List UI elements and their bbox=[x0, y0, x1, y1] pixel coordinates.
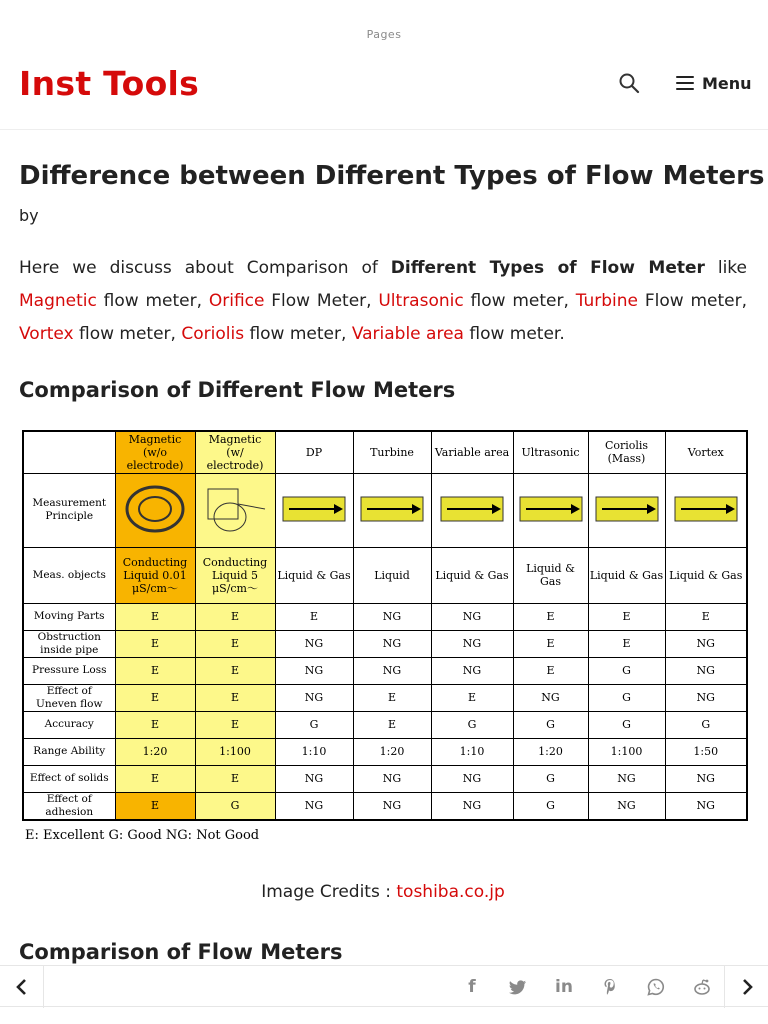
table-cell: NG bbox=[665, 765, 747, 792]
table-cell: NG bbox=[665, 684, 747, 711]
next-post-button[interactable] bbox=[724, 966, 768, 1008]
table-cell: 1:50 bbox=[665, 738, 747, 765]
table-cell: NG bbox=[588, 765, 665, 792]
principle-diagram bbox=[353, 473, 431, 547]
table-row-label: Obstruction inside pipe bbox=[23, 630, 115, 657]
table-cell: E bbox=[115, 630, 195, 657]
table-row bbox=[23, 711, 747, 738]
image-credits: Image Credits : toshiba.co.jp bbox=[261, 882, 505, 902]
bold-phrase: Different Types of Flow Meter bbox=[390, 258, 705, 278]
table-cell: E bbox=[115, 603, 195, 630]
principle-diagram-icon bbox=[437, 479, 507, 539]
pages-label[interactable]: Pages bbox=[366, 28, 402, 41]
table-row-label: Effect of Uneven flow bbox=[23, 684, 115, 711]
table-meas-row bbox=[23, 547, 747, 603]
table-cell: NG bbox=[353, 630, 431, 657]
table-header-cell: Coriolis (Mass) bbox=[588, 431, 665, 473]
table-cell: NG bbox=[275, 657, 353, 684]
table-cell: NG bbox=[353, 603, 431, 630]
table-cell: E bbox=[195, 603, 275, 630]
table-header-cell: Vortex bbox=[665, 431, 747, 473]
table-cell: E bbox=[195, 630, 275, 657]
table-cell: Liquid bbox=[353, 547, 431, 603]
table-cell: G bbox=[431, 711, 513, 738]
table-cell: NG bbox=[665, 657, 747, 684]
table-cell: NG bbox=[275, 792, 353, 820]
table-row-label: Measurement Principle bbox=[23, 473, 115, 547]
table-cell: E bbox=[115, 765, 195, 792]
table-cell: NG bbox=[431, 765, 513, 792]
table-cell: G bbox=[195, 792, 275, 820]
menu-button[interactable] bbox=[676, 72, 752, 94]
table-cell: Liquid & Gas bbox=[588, 547, 665, 603]
table-cell: Liquid & Gas bbox=[665, 547, 747, 603]
table-cell: E bbox=[588, 603, 665, 630]
table-cell: E bbox=[513, 630, 588, 657]
principle-diagram bbox=[665, 473, 747, 547]
table-corner-cell bbox=[23, 431, 115, 473]
principle-diagram bbox=[195, 473, 275, 547]
principle-diagram bbox=[513, 473, 588, 547]
table-row bbox=[23, 792, 747, 820]
table-cell: E bbox=[195, 657, 275, 684]
credits-link[interactable]: toshiba.co.jp bbox=[396, 882, 505, 902]
table-cell: Liquid & Gas bbox=[275, 547, 353, 603]
table-cell: Conducting Liquid 5 μS/cm～ bbox=[195, 547, 275, 603]
facebook-icon[interactable]: f bbox=[468, 977, 476, 997]
table-cell: 1:20 bbox=[513, 738, 588, 765]
table-cell: G bbox=[588, 711, 665, 738]
principle-diagram bbox=[115, 473, 195, 547]
table-cell: E bbox=[513, 657, 588, 684]
table-cell: E bbox=[665, 603, 747, 630]
link-coriolis[interactable]: Coriolis bbox=[181, 324, 245, 344]
table-header-cell: DP bbox=[275, 431, 353, 473]
chevron-right-icon bbox=[740, 978, 754, 996]
hamburger-icon bbox=[676, 76, 694, 90]
table-cell: NG bbox=[431, 603, 513, 630]
table-cell: NG bbox=[353, 792, 431, 820]
section-heading-comparison: Comparison of Different Flow Meters bbox=[19, 378, 456, 402]
table-legend: E: Excellent G: Good NG: Not Good bbox=[25, 828, 260, 843]
twitter-icon[interactable] bbox=[504, 973, 532, 1001]
table-header-cell: Magnetic (w/o electrode) bbox=[115, 431, 195, 473]
table-row-label: Range Ability bbox=[23, 738, 115, 765]
table-cell: 1:10 bbox=[431, 738, 513, 765]
menu-label: Menu bbox=[702, 73, 752, 93]
table-cell: NG bbox=[275, 684, 353, 711]
table-header-cell: Magnetic (w/ electrode) bbox=[195, 431, 275, 473]
table-row-label: Moving Parts bbox=[23, 603, 115, 630]
table-cell: G bbox=[588, 657, 665, 684]
principle-diagram-icon bbox=[357, 479, 427, 539]
table-cell: 1:100 bbox=[588, 738, 665, 765]
table-row-label: Meas. objects bbox=[23, 547, 115, 603]
principle-diagram bbox=[588, 473, 665, 547]
table-cell: Liquid & Gas bbox=[513, 547, 588, 603]
chevron-left-icon bbox=[15, 978, 29, 996]
previous-post-button[interactable] bbox=[0, 966, 44, 1008]
table-row bbox=[23, 603, 747, 630]
table-row-label: Effect of solids bbox=[23, 765, 115, 792]
share-icons bbox=[458, 966, 716, 1008]
comparison-table-image bbox=[22, 430, 750, 850]
table-cell: G bbox=[513, 765, 588, 792]
table-cell: E bbox=[115, 792, 195, 820]
table-cell: Liquid & Gas bbox=[431, 547, 513, 603]
table-cell: E bbox=[353, 711, 431, 738]
table-cell: E bbox=[115, 684, 195, 711]
section-heading-comparison-2: Comparison of Flow Meters bbox=[19, 940, 343, 964]
table-cell: E bbox=[431, 684, 513, 711]
link-orifice[interactable]: Orifice bbox=[208, 291, 265, 311]
principle-diagram-icon bbox=[671, 479, 741, 539]
table-cell: Conducting Liquid 0.01 μS/cm～ bbox=[115, 547, 195, 603]
whatsapp-icon[interactable] bbox=[642, 973, 670, 1001]
table-cell: E bbox=[353, 684, 431, 711]
table-cell: E bbox=[275, 603, 353, 630]
table-row-label: Effect of adhesion bbox=[23, 792, 115, 820]
table-cell: NG bbox=[431, 657, 513, 684]
bottom-share-bar bbox=[0, 965, 768, 1007]
table-cell: G bbox=[665, 711, 747, 738]
table-cell: 1:20 bbox=[353, 738, 431, 765]
table-row bbox=[23, 738, 747, 765]
reddit-icon[interactable] bbox=[688, 973, 716, 1001]
table-cell: NG bbox=[353, 765, 431, 792]
link-turbine[interactable]: Turbine bbox=[575, 291, 639, 311]
site-header bbox=[0, 0, 768, 130]
table-header-cell: Variable area bbox=[431, 431, 513, 473]
table-row bbox=[23, 765, 747, 792]
table-row-label: Accuracy bbox=[23, 711, 115, 738]
table-cell: G bbox=[513, 792, 588, 820]
site-logo[interactable]: Inst Tools bbox=[19, 64, 200, 103]
link-magnetic[interactable]: Magnetic bbox=[19, 291, 97, 311]
table-cell: E bbox=[588, 630, 665, 657]
table-cell: E bbox=[195, 765, 275, 792]
table-cell: NG bbox=[275, 630, 353, 657]
table-header-cell: Ultrasonic bbox=[513, 431, 588, 473]
link-variable-area[interactable]: Variable area bbox=[351, 324, 464, 344]
principle-diagram-icon bbox=[592, 479, 662, 539]
table-cell: E bbox=[195, 711, 275, 738]
link-ultrasonic[interactable]: Ultrasonic bbox=[378, 291, 464, 311]
table-cell: NG bbox=[665, 630, 747, 657]
table-cell: NG bbox=[353, 657, 431, 684]
table-cell: NG bbox=[513, 684, 588, 711]
table-row bbox=[23, 684, 747, 711]
comparison-table bbox=[22, 430, 748, 821]
table-cell: G bbox=[513, 711, 588, 738]
table-cell: NG bbox=[275, 765, 353, 792]
table-cell: G bbox=[275, 711, 353, 738]
principle-diagram bbox=[275, 473, 353, 547]
pinterest-icon[interactable] bbox=[596, 973, 624, 1001]
table-cell: G bbox=[588, 684, 665, 711]
principle-diagram-icon bbox=[516, 479, 586, 539]
table-cell: 1:10 bbox=[275, 738, 353, 765]
table-cell: NG bbox=[588, 792, 665, 820]
link-vortex[interactable]: Vortex bbox=[19, 324, 74, 344]
table-header-row bbox=[23, 431, 747, 473]
table-cell: 1:20 bbox=[115, 738, 195, 765]
table-cell: E bbox=[115, 657, 195, 684]
intro-paragraph: Here we discuss about Comparison of Different Types of Flow Meter like Magnetic flow meter, Orifice Flow Meter, Ultrasonic flow meter, Turbine Flow meter, Vortex flow meter, Coriolis flow meter, Variable area flow meter. bbox=[19, 258, 747, 344]
principle-diagram-icon bbox=[279, 479, 349, 539]
table-cell: NG bbox=[431, 630, 513, 657]
table-cell: NG bbox=[665, 792, 747, 820]
linkedin-icon[interactable]: in bbox=[555, 977, 573, 997]
table-principle-row bbox=[23, 473, 747, 547]
table-cell: 1:100 bbox=[195, 738, 275, 765]
byline: by bbox=[19, 206, 39, 225]
search-icon[interactable] bbox=[618, 72, 640, 94]
table-cell: E bbox=[115, 711, 195, 738]
principle-diagram-icon bbox=[120, 479, 190, 539]
table-cell: E bbox=[195, 684, 275, 711]
table-cell: NG bbox=[431, 792, 513, 820]
principle-diagram-icon bbox=[200, 479, 270, 539]
principle-diagram bbox=[431, 473, 513, 547]
table-row-label: Pressure Loss bbox=[23, 657, 115, 684]
table-row bbox=[23, 630, 747, 657]
table-header-cell: Turbine bbox=[353, 431, 431, 473]
table-row bbox=[23, 657, 747, 684]
table-cell: E bbox=[513, 603, 588, 630]
page-title: Difference between Different Types of Flow Meters bbox=[19, 161, 765, 191]
